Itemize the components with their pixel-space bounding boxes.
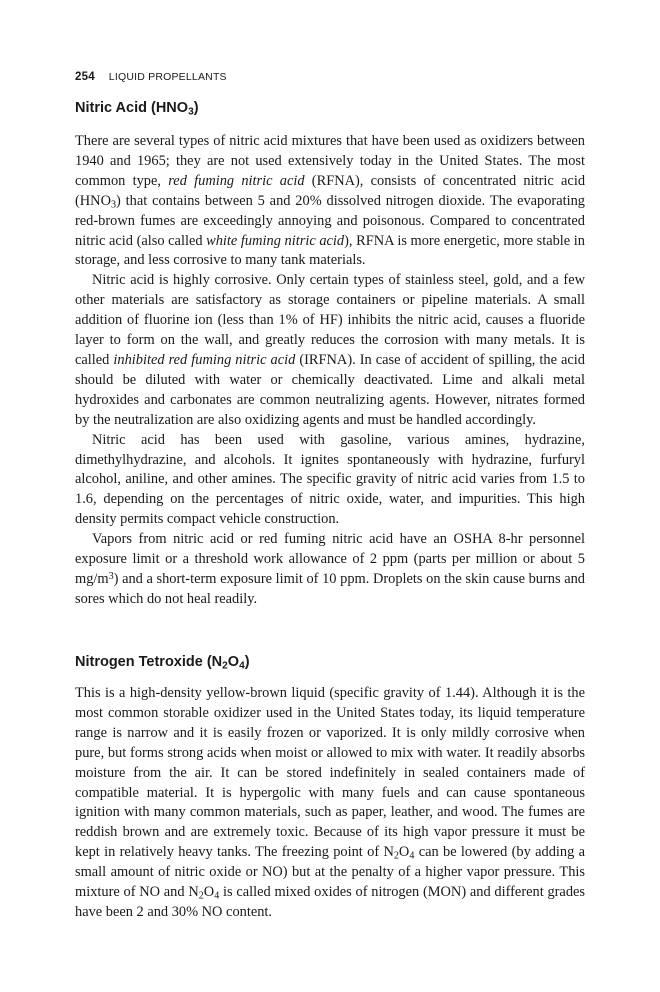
paragraph: This is a high-density yellow-brown liquid (specific gravity of 1.44). Although it is the most common storable oxidizer used in the United States today, its liquid temperature range is narrow and it is easily frozen or vaporized. It is only mildly corrosive when pure, but forms strong acids when moist or allowed to mix with water. It readily absorbs moisture from the air. It can be stored indefinitely in sealed containers made of compatible material. It is hypergolic with many fuels and can cause spontaneous ignition with many common materials, such as paper, leather, and wood. The fumes are reddish brown and are extremely toxic. Because of its high vapor pressure it must be kept in relatively heavy tanks. The freezing point of $N_2O_4$ can be lowered (by adding a small amount of nitric oxide or NO) but at the penalty of a higher vapor pressure. This mixture of NO and $N_2O_4$ is called mixed oxides of nitrogen (MON) and different grades have been 2 and 30% NO content.	[75, 685, 586, 920]
running-title: LIQUID PROPELLANTS	[108, 71, 227, 83]
section-heading-nitrogen-tetroxide: Nitrogen Tetroxide $(N_2O_4)$	[75, 654, 250, 672]
running-header	[75, 71, 227, 83]
section-body-nitrogen-tetroxide	[75, 684, 585, 923]
paragraph: Nitric acid is highly corrosive. Only certain types of stainless steel, gold, and a few other materials are satisfactory as storage containers or pipeline materials. A small addition of fluorine ion (less than 1% of HF) inhibits the nitric acid, causes a fluoride layer to form on the wall, and greatly reduces the corrosion with many metals. It is called inhibited red fuming nitric acid (IRFNA). In case of accident of spilling, the acid should be diluted with water or chemically deactivated. Lime and alkali metal hydroxides and carbonates are common neutralizing agents. However, nitrates formed by the neutralization are also oxidizing agents and must be handled accordingly.	[75, 272, 586, 428]
paragraph: There are several types of nitric acid mixtures that have been used as oxidizers between 1940 and 1965; they are not used extensively today in the United States. The most common type, red fuming nitric acid (RFNA), consists of concentrated nitric acid $(HNO_3)$ that contains between 5 and 20% dissolved nitrogen dioxide. The evaporating red-brown fumes are exceedingly annoying and poisonous. Compared to concentrated nitric acid (also called white fuming nitric acid), RFNA is more energetic, more stable in storage, and less corrosive to many tank materials.	[75, 133, 586, 269]
paragraph: Nitric acid has been used with gasoline, various amines, hydrazine, dimethylhydrazine, and alcohols. It ignites spontaneously with hydrazine, furfuryl alcohol, aniline, and other amines. The specific gravity of nitric acid varies from 1.5 to 1.6, depending on the percentages of nitric oxide, water, and impurities. This high density permits compact vehicle construction.	[75, 431, 585, 528]
paragraph: Vapors from nitric acid or red fuming nitric acid have an OSHA 8-hr personnel exposure limit or a threshold work allowance of 2 ppm (parts per million or about 5 $mg/m^3$) and a short-term exposure limit of 10 ppm. Droplets on the skin cause burns and sores which do not heal readily.	[75, 531, 585, 607]
section-body-nitric-acid	[75, 132, 585, 610]
section-heading-nitric-acid: Nitric Acid $(HNO_3)$	[75, 100, 199, 118]
page-number: 254	[75, 71, 95, 83]
